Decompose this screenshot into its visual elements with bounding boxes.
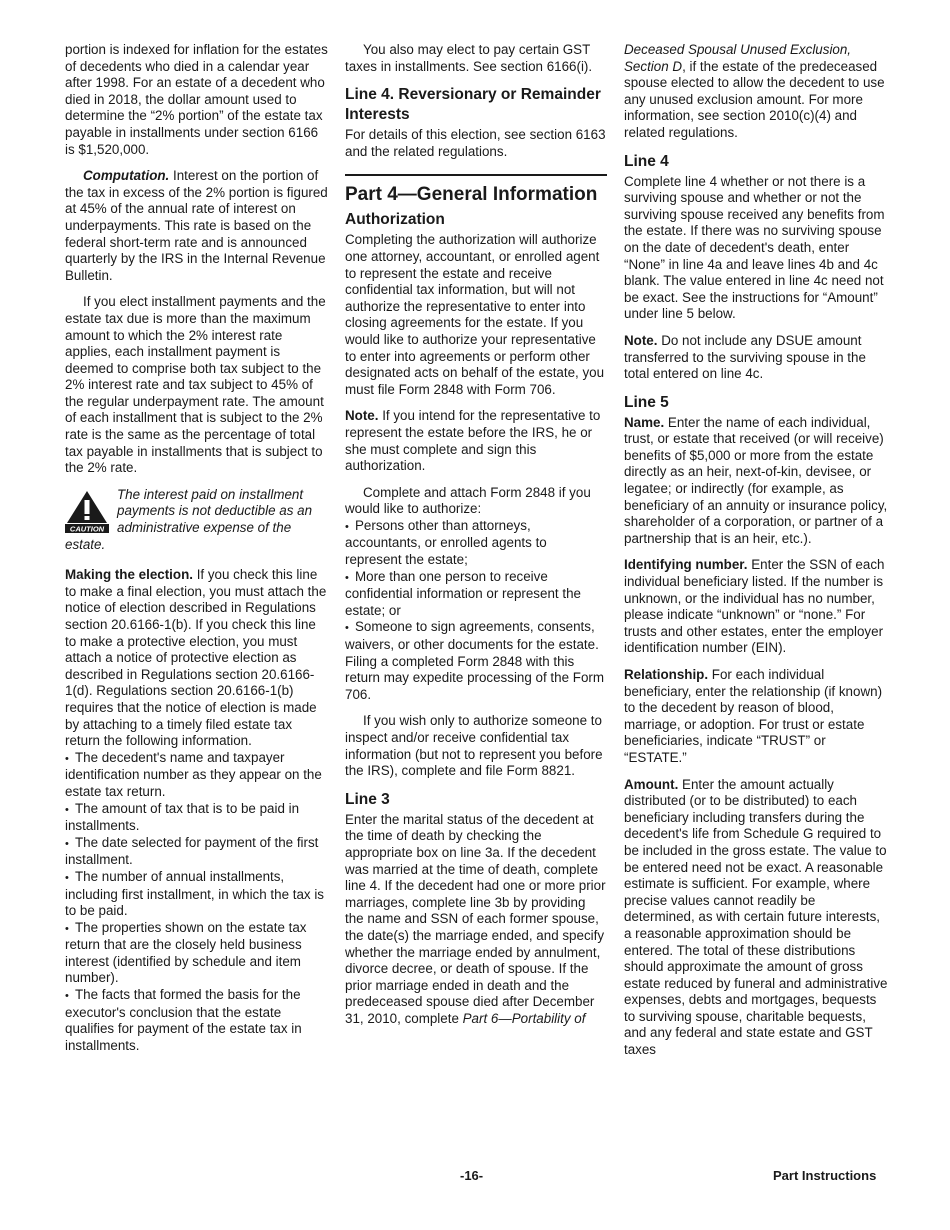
page-number: -16- <box>460 1168 484 1183</box>
caution-icon <box>65 489 109 533</box>
list-item: • The date selected for payment of the first installment. <box>65 835 330 869</box>
paragraph-elect-installments: If you elect installment payments and the estate tax due is more than the maximum amount to which the 2% interest rate applies, each installment payment is deemed to comprise both tax subject to the 2% interest rate and tax subject to 45% of the regular underpayment rate. The amount of each installment that is subject to the 2% rate is the same as the percentage of total tax payable in installments that is subject to the 2% rate. <box>65 294 326 476</box>
paragraph-computation <box>65 168 330 284</box>
paragraph-relationship <box>624 667 889 767</box>
paragraph-gst-installments: You also may elect to pay certain GST taxes in installments. See section 6166(i). <box>345 42 593 74</box>
paragraph-line4-reversionary: For details of this election, see section 6163 and the related regulations. <box>345 127 606 159</box>
note-text: Do not include any DSUE amount transferred to the surviving spouse in the total entered on line 4c. <box>624 332 866 382</box>
continued-text: , if the estate of the predeceased spouse elected to allow the decedent to use any unused exclusion amount. For more information, see section 2010(c)(4) and related regulations. <box>624 58 885 140</box>
paragraph-installment-portion: portion is indexed for inflation for the estates of decedents who died in a calendar year after 1998. For an estate of a decedent who died in 2018, the dollar amount used to determine the “2% portion” of the estate tax payable in installments under section 6166 is $1,520,000. <box>65 42 328 157</box>
continued-italic: Deceased Spousal Unused Exclusion, Section D <box>624 42 852 74</box>
list-item: • The number of annual installments, including first installment, in which the tax is to be paid. <box>65 869 330 920</box>
id-text: Enter the SSN of each individual beneficiary listed. If the number is unknown, or the individual has no number, please indicate “unknown” or “none.” For trusts and other estates, enter the employer identification number (EIN). <box>624 557 885 656</box>
paragraph-note-represent <box>345 408 607 474</box>
paragraph-dsue-continued <box>624 42 889 142</box>
paragraph-authorization: Completing the authorization will authorize one attorney, accountant, or enrolled agent to represent the estate and receive confidential tax information, but will not authorize the representative to enter into closing agreements for the estate. If you would like to authorize your representative to enter into agreements or perform other designated acts on behalf of the estate, you must file Form 2848 with Form 706. <box>345 232 605 397</box>
heading-line4-reversionary: Line 4. Reversionary or Remainder Interests <box>345 86 601 124</box>
paragraph-making-election <box>65 567 330 750</box>
amount-text: Enter the amount actually distributed (or to be distributed) to each beneficiary including transfers during the decedent's life from Schedule G required to be included in the gross estate. The value to be entered need not be exact. A reasonable estimate is sufficient. For example, where precise values cannot readily be determined, as with certain future interests, a reasonable approximation should be entered. The total of these distributions should approximate the amount of gross estate reduced by funeral and administrative expenses, debts and mortgages, bequests to surviving spouse, charitable bequests, and any federal and state estate and GST taxes <box>624 776 888 1058</box>
caution-label: CAUTION <box>69 524 105 533</box>
list-item: • The decedent's name and taxpayer identification number as they appear on the estate tax return. <box>65 750 330 801</box>
name-lead: Name. <box>624 414 665 430</box>
heading-line3: Line 3 <box>345 790 390 808</box>
paragraph-name <box>624 415 889 548</box>
caution-text: The interest paid on installment payments is not deductible as an administrative expense of the estate. <box>65 486 313 552</box>
note-lead: Note. <box>624 332 658 348</box>
column-3 <box>624 42 889 1069</box>
heading-authorization: Authorization <box>345 211 445 229</box>
column-1 <box>65 42 330 1054</box>
list-item: • The amount of tax that is to be paid in installments. <box>65 801 330 835</box>
id-lead: Identifying number. <box>624 557 748 573</box>
list-item: • The properties shown on the estate tax return that are the closely held business interest (identified by schedule and item number). <box>65 920 330 987</box>
election-lead: Making the election. <box>65 567 193 583</box>
paragraph-amount <box>624 777 889 1059</box>
footer-section-title: Part Instructions <box>773 1168 877 1183</box>
amount-lead: Amount. <box>624 776 679 792</box>
note-text: If you intend for the representative to represent the estate before the IRS, he or she must complete and sign this authorization. <box>345 408 601 474</box>
paragraph-form-8821: If you wish only to authorize someone to inspect and/or receive confidential tax information (but not to represent you before the IRS), complete and file Form 8821. <box>345 713 603 779</box>
section-divider <box>345 174 607 176</box>
heading-part4: Part 4—General Information <box>345 184 598 206</box>
list-item: • The facts that formed the basis for the executor's conclusion that the estate qualifies for payment of the estate tax in installments. <box>65 987 330 1054</box>
column-2 <box>345 42 607 1038</box>
list-item: • Persons other than attorneys, accountants, or enrolled agents to represent the estate; <box>345 518 607 569</box>
list-item: • Someone to sign agreements, consents, waivers, or other documents for the estate. <box>345 619 607 653</box>
paragraph-line4: Complete line 4 whether or not there is a surviving spouse and whether or not the surviving spouse received any benefits from the estate. If there was no surviving spouse on the date of decedent's death, enter “None” in line 4a and leave lines 4b and 4c blank. The value entered in line 4c need not be exact. See the instructions for “Amount” under line 5 below. <box>624 173 885 322</box>
relationship-text: For each individual beneficiary, enter the relationship (if known) to the decedent by reason of blood, marriage, or adoption. For trust or estate beneficiaries, indicate “TRUST” or “ESTATE.” <box>624 667 883 765</box>
paragraph-note-dsue <box>624 333 889 383</box>
paragraph-filing-2848: Filing a completed Form 2848 with this return may expedite processing of the Form 706. <box>345 653 605 702</box>
computation-lead: Computation. <box>83 168 170 184</box>
note-lead: Note. <box>345 408 379 424</box>
name-text: Enter the name of each individual, trust, or estate that received (or will receive) benefits of $5,000 or more from the estate directly as an heir, next-of-kin, devisee, or legatee; or indirectly (for example, as beneficiary of an annuity or insurance policy, shareholder of a corporation, or partner of a partnership that is an heir, etc.). <box>624 414 888 546</box>
caution-note <box>65 487 330 553</box>
election-text: If you check this line to make a final election, you must attach the notice of election described in Regulations section 20.6166-1(b). If you check this line to make a protective election, you must attach a notice of protective election as described in Regulations section 20.6166-1(d). Regulations section 20.6166-1(b) requires that the notice of election is made by attaching to a timely filed estate tax return the following information. <box>65 567 327 749</box>
list-item: • More than one person to receive confidential information or represent the estate; or <box>345 569 607 620</box>
line3-text: Enter the marital status of the decedent at the time of death by checking the appropriate box on line 3a. If the decedent was married at the time of death, complete line 4. If the decedent had one or more prior marriages, complete line 3b by providing the name and SSN of each former spouse, the date(s) the marriage ended, and specify whether the marriage ended by annulment, divorce decree, or death of spouse. If the prior marriage ended in death and the predeceased spouse died after December 31, 2010, complete <box>345 811 606 1026</box>
relationship-lead: Relationship. <box>624 667 709 682</box>
paragraph-identifying-number <box>624 557 889 657</box>
heading-line5: Line 5 <box>624 393 669 411</box>
computation-text: Interest on the portion of the tax in excess of the 2% portion is figured at 45% of the annual rate of interest on underpayments. This rate is based on the federal short-term rate and is announced quarterly by the IRS in the Internal Revenue Bulletin. <box>65 168 328 283</box>
paragraph-line3 <box>345 812 607 1028</box>
paragraph-complete-2848: Complete and attach Form 2848 if you would like to authorize: <box>345 484 591 517</box>
line3-italic: Part 6—Portability of <box>462 1010 586 1026</box>
heading-line4: Line 4 <box>624 152 669 170</box>
